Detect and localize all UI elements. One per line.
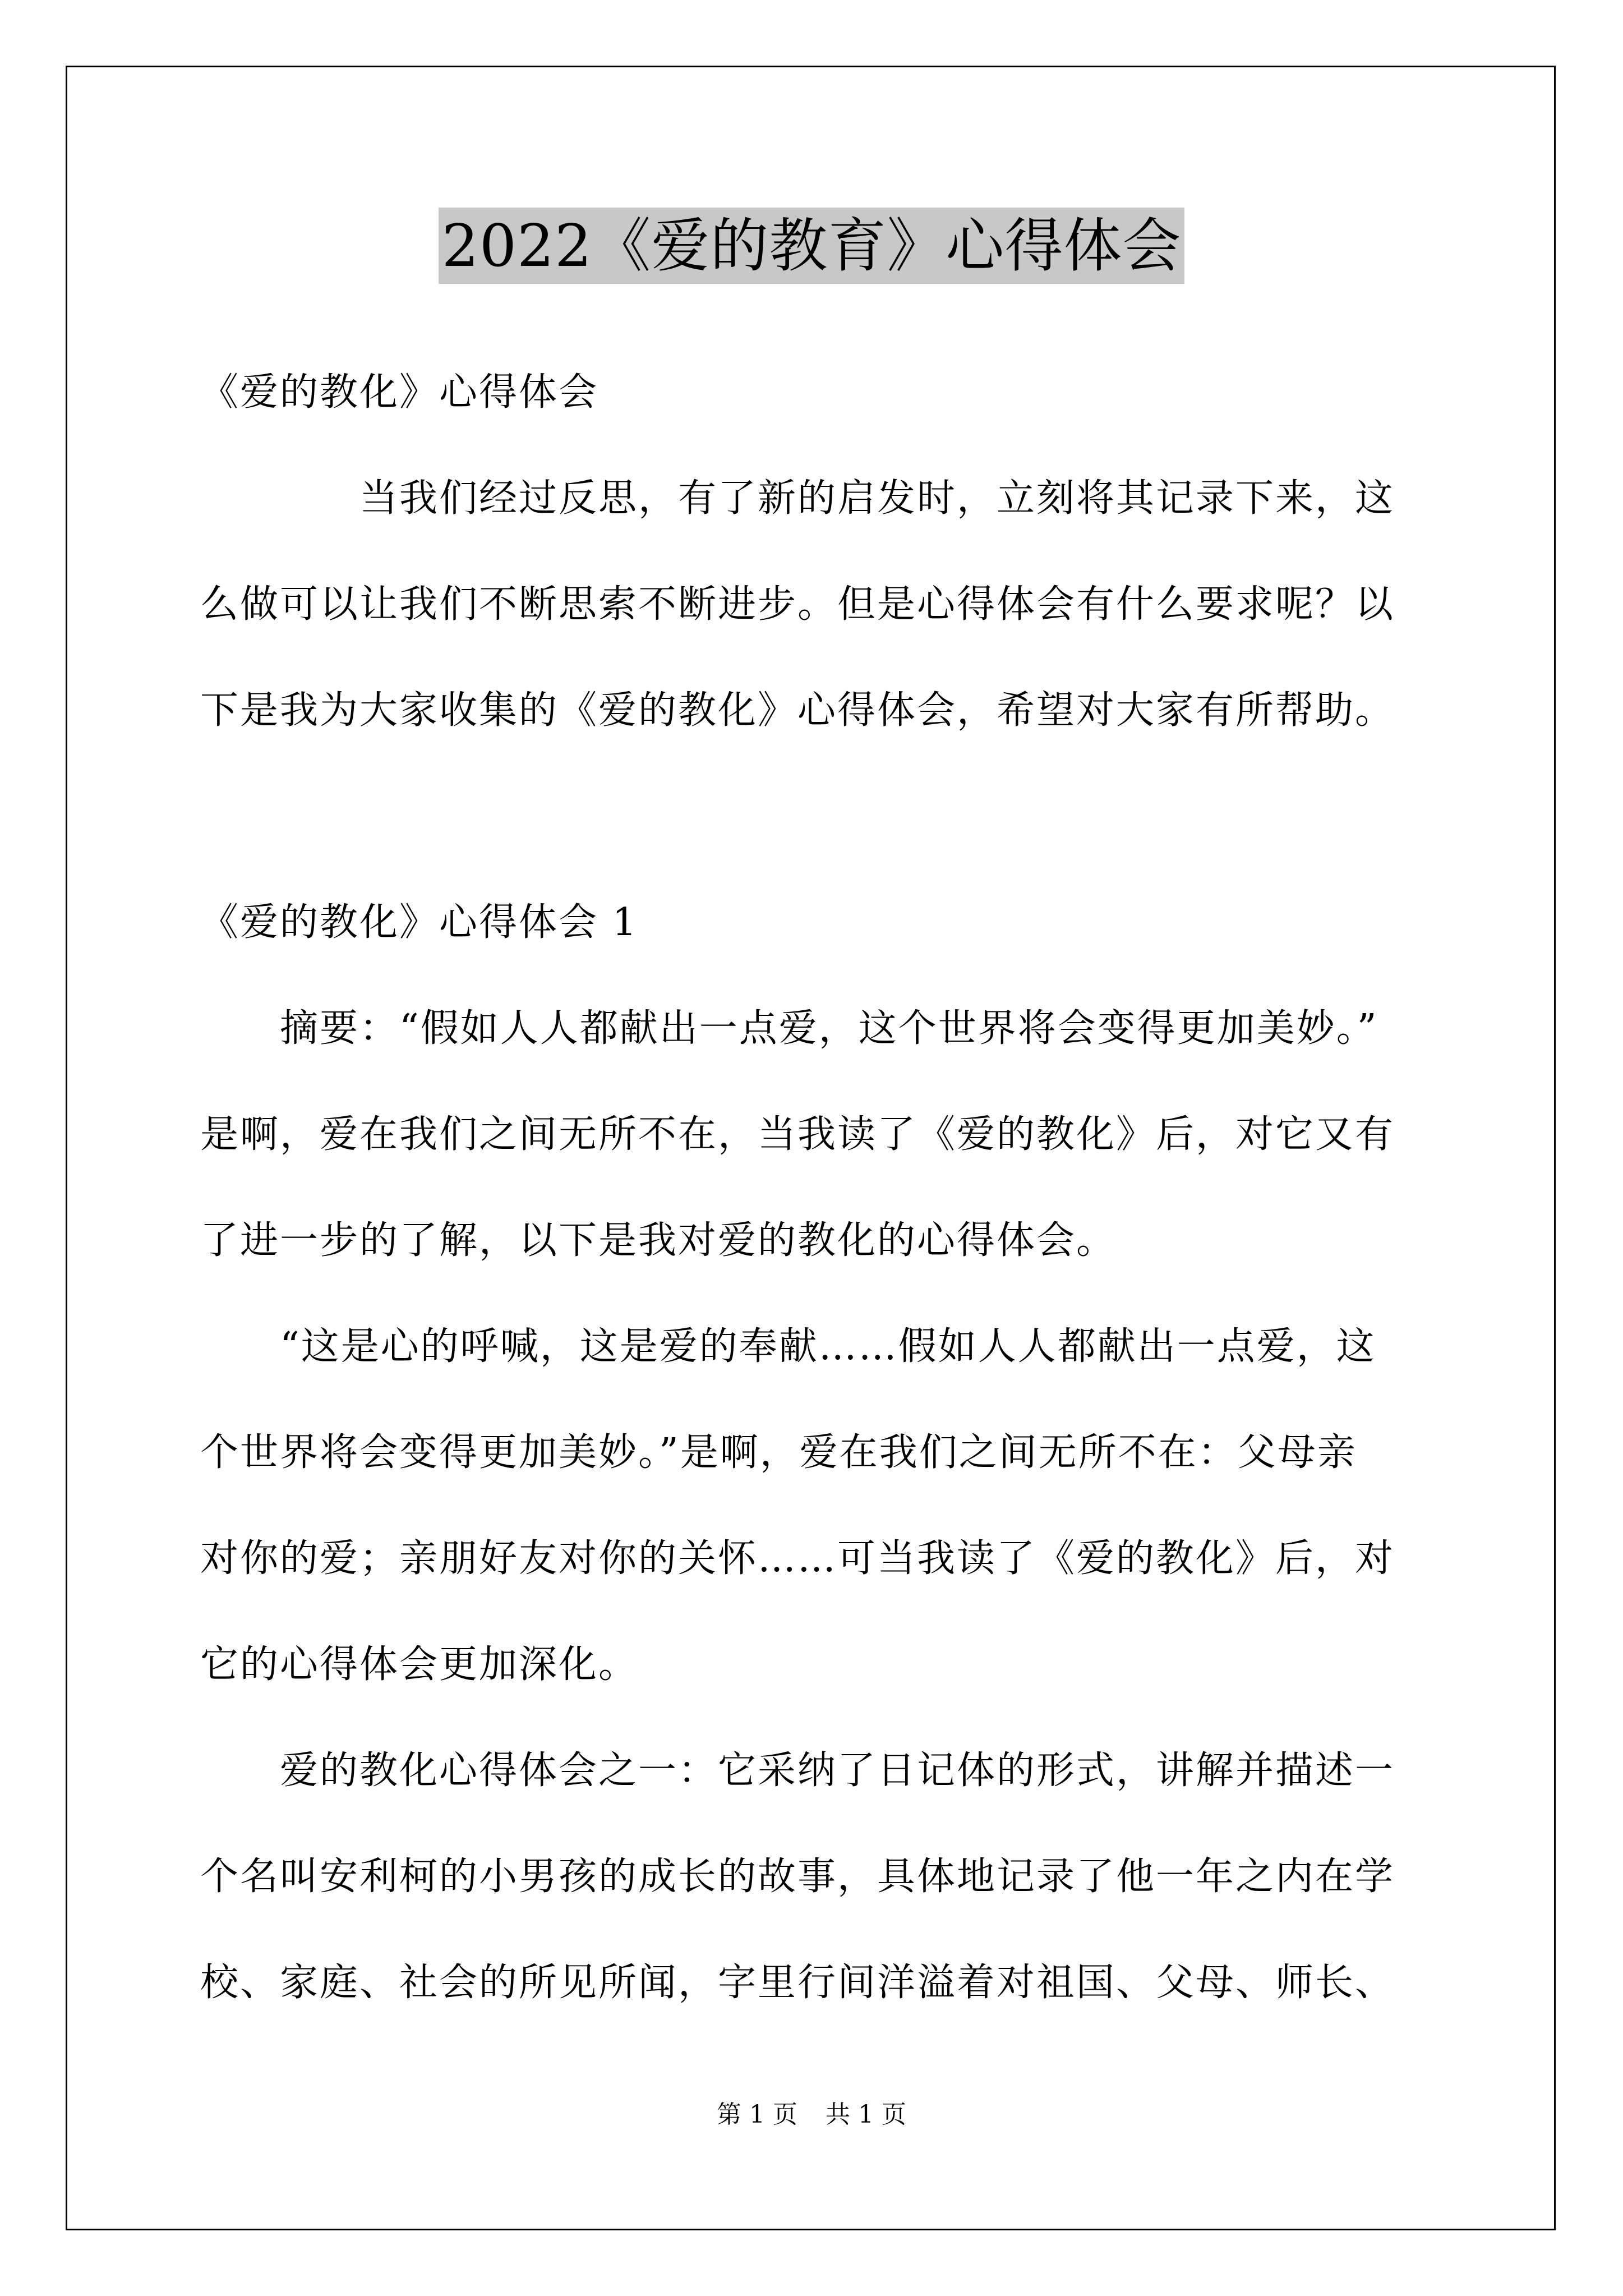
page-footer	[0, 2098, 1623, 2132]
paragraph-gap	[200, 763, 1434, 869]
paragraph-line: 个世界将会变得更加美妙。”是啊，爱在我们之间无所不在：父母亲	[200, 1430, 1357, 1475]
document-body	[200, 339, 1434, 2036]
paragraph-line: 它的心得体会更加深化。	[200, 1642, 639, 1687]
paragraph-line: 是啊，爱在我们之间无所不在，当我读了《爱的教化》后，对它又有	[200, 1112, 1395, 1157]
paragraph-line: 个名叫安利柯的小男孩的成长的故事，具体地记录了他一年之内在学	[200, 1855, 1395, 1899]
section-heading: 《爱的教化》心得体会 1	[200, 900, 638, 945]
page-total: 共 1 页	[826, 2100, 906, 2129]
paragraph-line: 爱的教化心得体会之一：它采纳了日记体的形式，讲解并描述一	[200, 1749, 1395, 1793]
intro-line: 当我们经过反思，有了新的启发时，立刻将其记录下来，这	[200, 476, 1395, 521]
title-container	[0, 208, 1623, 284]
intro-line: 么做可以让我们不断思索不断进步。但是心得体会有什么要求呢？以	[200, 582, 1395, 627]
paragraph-line: 对你的爱；亲朋好友对你的关怀……可当我读了《爱的教化》后，对	[200, 1536, 1395, 1581]
paragraph-line: 校、家庭、社会的所见所闻，字里行间洋溢着对祖国、父母、师长、	[200, 1961, 1395, 2005]
document-title: 2022《爱的教育》心得体会	[439, 208, 1185, 284]
intro-line: 下是我为大家收集的《爱的教化》心得体会，希望对大家有所帮助。	[200, 688, 1395, 733]
paragraph-line: “这是心的呼喊，这是爱的奉献……假如人人都献出一点爱，这	[200, 1324, 1376, 1369]
page-number: 第 1 页	[717, 2100, 797, 2129]
paragraph-line: 了进一步的了解，以下是我对爱的教化的心得体会。	[200, 1218, 1117, 1263]
intro-heading: 《爱的教化》心得体会	[200, 370, 599, 415]
paragraph-line: 摘要：“假如人人都献出一点爱，这个世界将会变得更加美妙。”	[200, 1006, 1378, 1051]
